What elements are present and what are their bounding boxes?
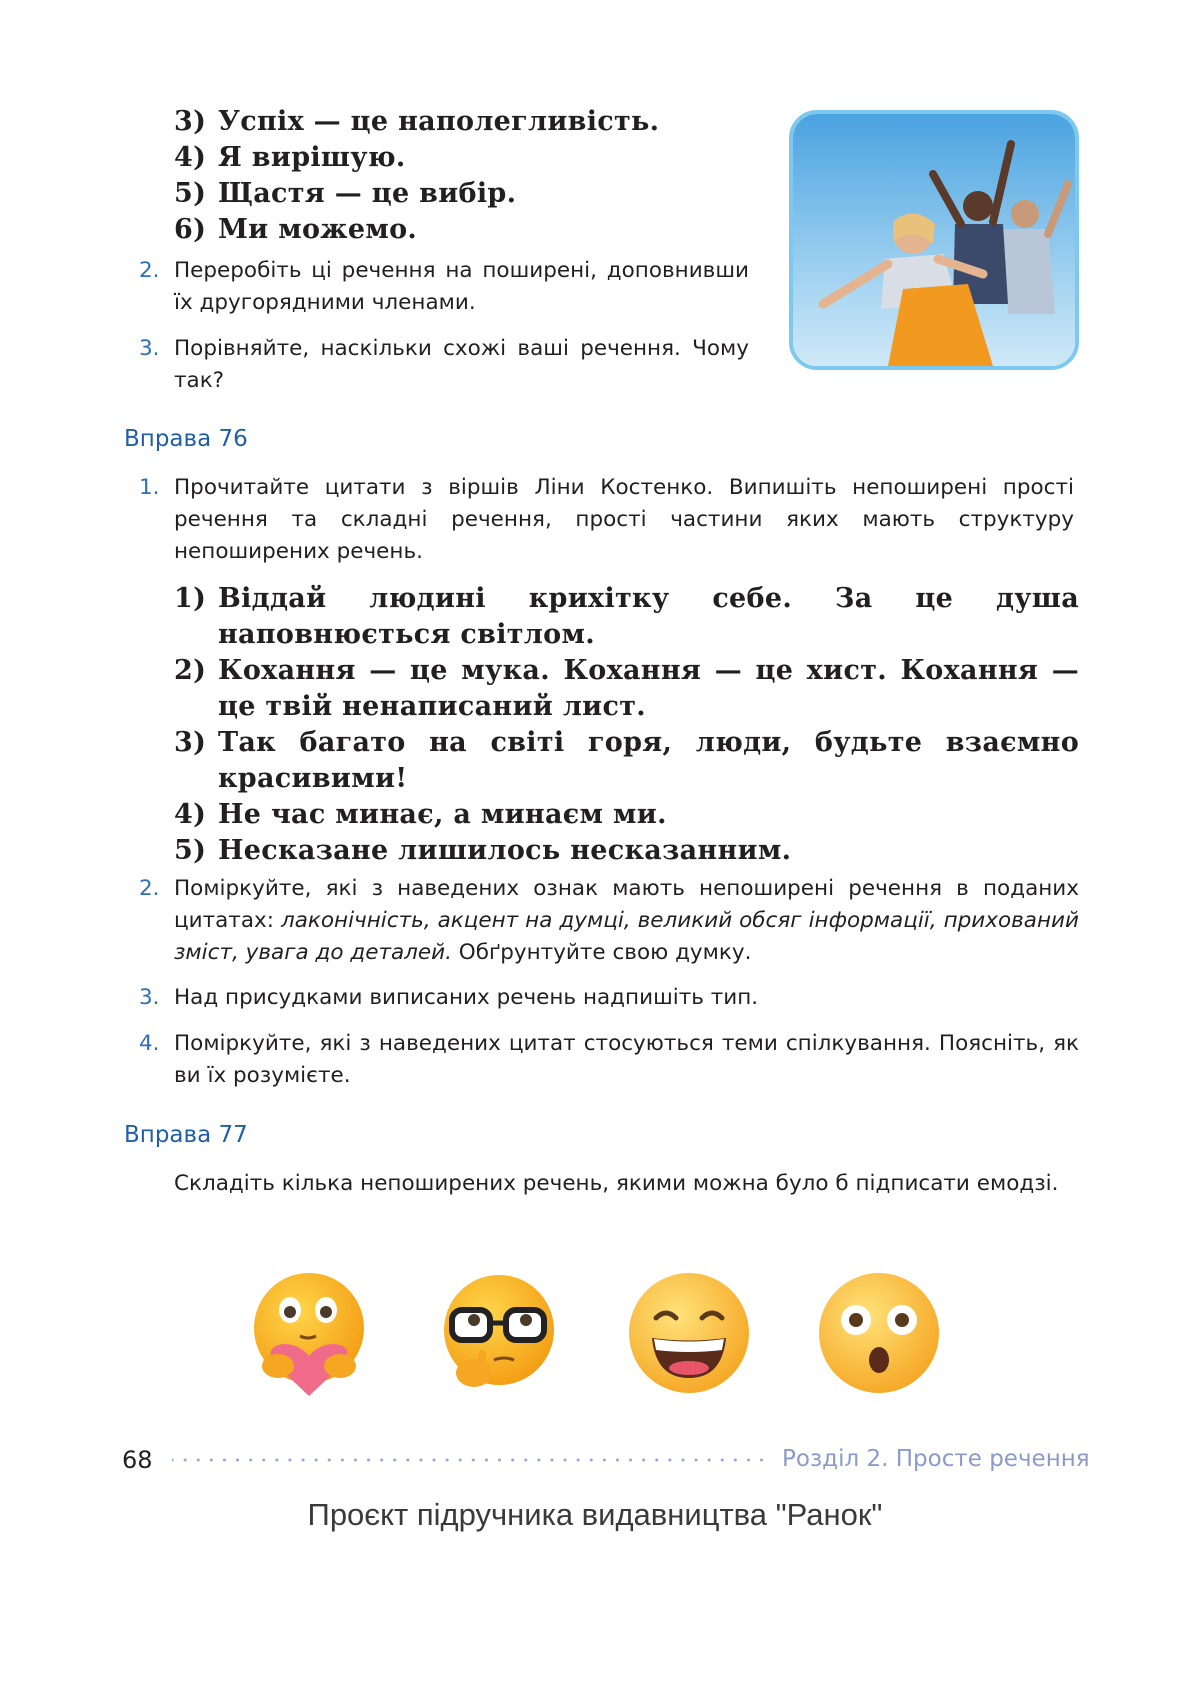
exercise-76-heading: Вправа 76 [124,426,248,452]
publisher-caption: Проєкт підручника видавництва "Ранок" [307,1497,883,1532]
ex76-task-4: 4. Поміркуйте, які з наведених цитат стосуються теми спілкування. Поясніть, як ви їх розумієте. [139,1031,1079,1088]
jumping-friends-photo [789,110,1079,370]
task-2-top: 2. Переробіть ці речення на поширені, доповнивши їх другорядними членами. [139,258,749,315]
astonished-emoji [814,1268,944,1398]
exercise-77-heading: Вправа 77 [124,1122,248,1148]
list-item: 5) Щастя — це вибір. [174,178,517,209]
hugging-heart-emoji [244,1268,374,1398]
quote-item: 5) Несказане лишилось несказанним. [174,835,792,866]
ex76-task-3: 3. Над присудками виписаних речень надпишіть тип. [139,985,759,1010]
quote-item: 4) Не час минає, а минаєм ми. [174,799,667,830]
list-item: 3) Успіх — це наполегливість. [174,106,660,137]
statement-list [174,104,734,248]
ex77-task: Складіть кілька непоширених речень, якими можна було б підписати емодзі. [174,1171,1059,1196]
quote-item: 3) Так багато на світі горя, люди, будьте взаємно красивими! [174,727,1079,794]
list-item: 6) Ми можемо. [174,214,418,245]
list-item: 4) Я вирішую. [174,142,406,173]
quote-item: 2) Кохання — це мука. Кохання — це хист. Кохання — це твій ненаписаний лист. [174,655,1079,722]
ex76-task-1: 1. Прочитайте цитати з віршів Ліни Костенко. Випишіть непоширені прості речення та складні речення, прості частини яких мають структуру непоширених речень. [139,475,1074,564]
quote-item: 1) Віддай людині крихітку себе. За це душа наповнюється світлом. [174,583,1079,650]
task-3-top: 3. Порівняйте, наскільки схожі ваші речення. Чому так? [139,336,749,393]
thinking-glasses-emoji [434,1268,564,1398]
chapter-title: Розділ 2. Просте речення [782,1446,1090,1472]
quote-list [174,581,1079,869]
grinning-emoji [624,1268,754,1398]
ex76-task-2: 2. Поміркуйте, які з наведених ознак мають непоширені речення в поданих цитатах: лаконічність, акцент на думці, великий обсяг інформації, прихований зміст, увага до деталей. Обґрунтуйте свою думку. [139,876,1079,965]
page-number: 68 [122,1446,153,1474]
footer-dotted-line [172,1448,767,1470]
